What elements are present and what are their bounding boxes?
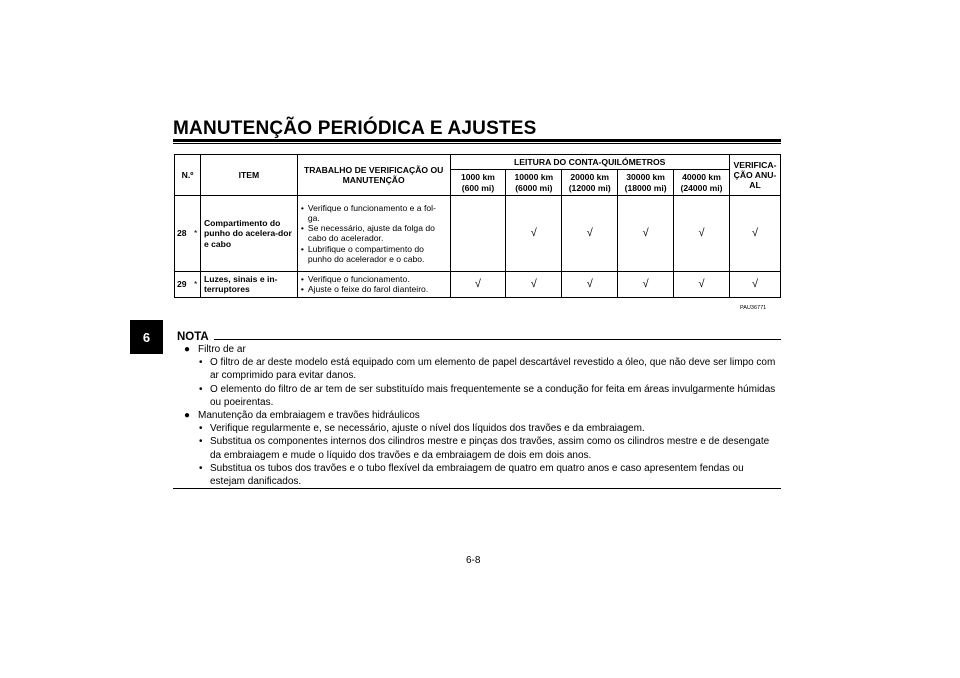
- note-subitem: [184, 383, 781, 409]
- interval-header: [562, 170, 618, 196]
- work-step: • Verifique o funcionamento e a fol-ga.: [301, 203, 447, 224]
- page-title: MANUTENÇÃO PERIÓDICA E AJUSTES: [173, 118, 537, 139]
- row-number: 28: [175, 195, 192, 271]
- interval-mi: (6000 mi): [515, 182, 553, 193]
- note-bullet: [184, 409, 781, 422]
- check-cell: √: [674, 195, 730, 271]
- interval-mi: (24000 mi): [680, 182, 723, 193]
- title-divider: [173, 139, 781, 142]
- sub-bullet-icon: •: [199, 423, 203, 435]
- header-odometer: LEITURA DO CONTA-QUILÓMETROS: [450, 155, 729, 170]
- check-cell: [450, 195, 506, 271]
- note-subitem: [184, 435, 781, 461]
- title-divider-thin: [173, 143, 781, 144]
- interval-mi: (18000 mi): [624, 182, 667, 193]
- bullet-icon: ●: [184, 344, 191, 355]
- chapter-tab: 6: [130, 320, 163, 354]
- row-number: 29: [175, 271, 192, 297]
- interval-header: [674, 170, 730, 196]
- work-step: • Ajuste o feixe do farol dianteiro.: [301, 284, 447, 294]
- check-cell: √: [450, 271, 506, 297]
- interval-km: 10000 km: [514, 172, 554, 183]
- note-subitem: [184, 422, 781, 435]
- table-row: [175, 195, 781, 271]
- interval-km: 20000 km: [570, 172, 610, 183]
- row-item: Compartimento do punho do acelera-dor e cabo: [200, 195, 297, 271]
- note-heading: NOTA: [177, 331, 209, 343]
- header-annual-check: VERIFICA-ÇÃO ANU-AL: [729, 155, 780, 196]
- sub-bullet-icon: •: [199, 462, 203, 474]
- sub-bullet-icon: •: [199, 436, 203, 448]
- interval-km: 40000 km: [682, 172, 721, 183]
- header-work: TRABALHO DE VERIFICAÇÃO OU MANUTENÇÃO: [297, 155, 450, 196]
- interval-header: [506, 170, 562, 196]
- note-subitem-text: Verifique regularmente e, se necessário, ajuste o nível dos líquidos dos travões e da embraiagem.: [210, 423, 645, 435]
- row-asterisk: *: [191, 271, 200, 297]
- interval-mi: (600 mi): [461, 182, 495, 193]
- note-bullet-title: Filtro de ar: [198, 344, 246, 355]
- note-body: [184, 343, 781, 488]
- work-step: • Se necessário, ajuste da folga do cabo do acelerador.: [301, 223, 447, 244]
- check-cell: √: [506, 271, 562, 297]
- row-work: [297, 271, 450, 297]
- table-row: [175, 271, 781, 297]
- note-subitem: [184, 462, 781, 488]
- check-cell: √: [562, 195, 618, 271]
- note-subitem-text: Substitua os componentes internos dos cilindros mestre e pinças dos travões, assim como os cilindros mestre e de desengate da embraiagem e mude o líquido dos travões e da embraiagem de dois em dois anos.: [210, 436, 770, 461]
- interval-header: [450, 170, 506, 196]
- reference-code: PAU36771: [740, 305, 767, 311]
- header-num: N.º: [175, 155, 201, 196]
- check-cell: √: [506, 195, 562, 271]
- row-work: [297, 195, 450, 271]
- interval-header: [618, 170, 674, 196]
- check-cell: √: [729, 271, 780, 297]
- check-cell: √: [729, 195, 780, 271]
- row-asterisk: *: [191, 195, 200, 271]
- row-item: Luzes, sinais e in-terruptores: [200, 271, 297, 297]
- page-number: 6-8: [466, 555, 481, 566]
- note-bullet: [184, 343, 781, 356]
- work-step: • Verifique o funcionamento.: [301, 274, 447, 284]
- check-cell: √: [562, 271, 618, 297]
- bullet-icon: ●: [184, 410, 191, 422]
- note-subitem-text: Substitua os tubos dos travões e o tubo flexível da embraiagem de quatro em quatro anos e caso apresentem fendas ou estejam danificados.: [210, 462, 744, 488]
- note-bullet-title: Manutenção da embraiagem e travões hidráulicos: [198, 410, 420, 422]
- interval-mi: (12000 mi): [568, 182, 611, 193]
- bottom-divider: [173, 488, 781, 489]
- note-subitem: [184, 356, 781, 382]
- sub-bullet-icon: •: [199, 357, 203, 369]
- work-step: • Lubrifique o compartimento do punho do acelerador e o cabo.: [301, 244, 447, 265]
- note-divider: [214, 339, 781, 340]
- interval-km: 1000 km: [460, 172, 495, 183]
- maintenance-table: [174, 154, 781, 298]
- check-cell: √: [674, 271, 730, 297]
- sub-bullet-icon: •: [199, 383, 203, 395]
- interval-km: 30000 km: [626, 172, 665, 183]
- note-subitem-text: O elemento do filtro de ar tem de ser substituído mais frequentemente se a condução for feita em áreas invulgarmente húmidas ou poeirentas.: [210, 383, 776, 408]
- note-subitem-text: O filtro de ar deste modelo está equipado com um elemento de papel descartável revestido a óleo, que não deve ser limpo com ar comprimido para evitar danos.: [210, 357, 776, 382]
- check-cell: √: [618, 271, 674, 297]
- header-item: ITEM: [200, 155, 297, 196]
- check-cell: √: [618, 195, 674, 271]
